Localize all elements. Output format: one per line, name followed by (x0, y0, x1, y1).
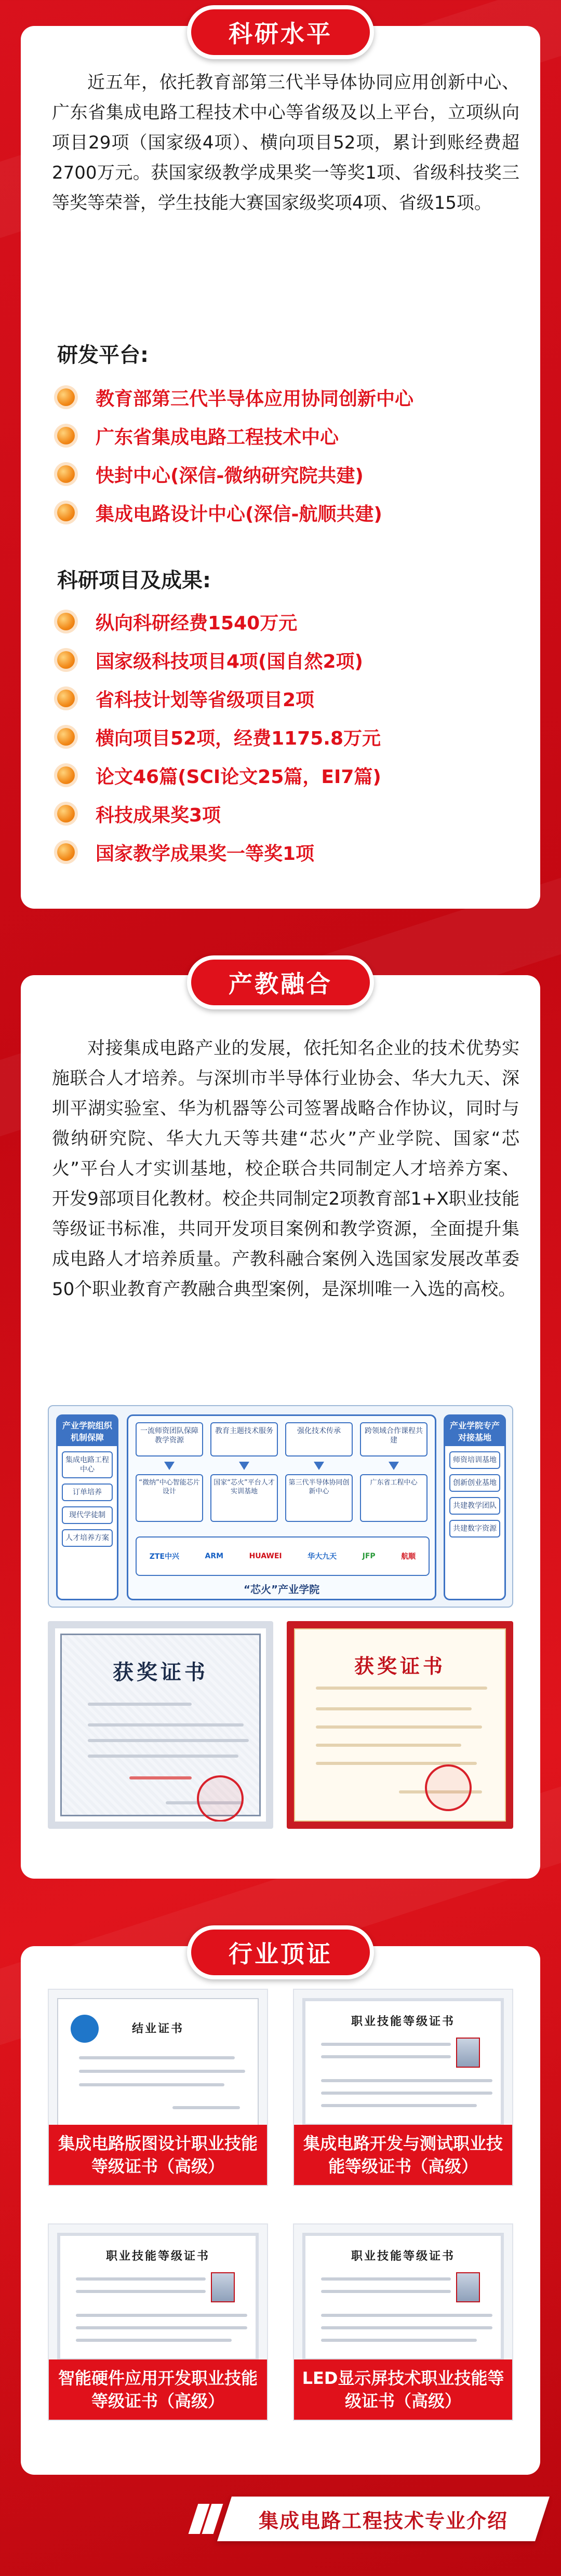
list-item: 横向项目52项，经费1175.8万元 (57, 718, 514, 756)
diagram-right-item: 共建数字资源 (449, 1520, 500, 1537)
portrait-photo (456, 2272, 480, 2302)
bullet-icon (57, 766, 75, 784)
diagram-right-item: 师资培训基地 (449, 1451, 500, 1469)
partner-logo: 华大九天 (308, 1553, 337, 1561)
partner-logos (136, 1536, 430, 1576)
award-certificate-title: 获奖证书 (113, 1660, 208, 1684)
diagram-left-item: 人才培养方案 (62, 1529, 113, 1547)
footer-title: 集成电路工程技术专业介绍 (258, 2509, 508, 2532)
seal-icon (197, 1775, 244, 1822)
industry-college-diagram (48, 1405, 513, 1608)
list-item: 教育部第三代半导体应用协同创新中心 (57, 378, 514, 416)
partner-logo: ARM (205, 1552, 224, 1560)
integration-intro: 对接集成电路产业的发展，依托知名企业的技术优势实施联合人才培养。与深圳市半导体行业协会、华大九天、深圳平湖实验室、华为机器等公司签署战略合作协议，同时与微纳研究院、华大九天等共建“芯火”产业学院、国家“芯火”平台人才实训基地，校企联合共同制定人才培养方案、开发9部项目化教材。校企共同制定2项教育部1+X职业技能等级证书标准，共同开发项目案例和教学资源，全面提升集成电路人才培养质量。产教科融合案例入选国家发展改革委50个职业教育产教融合典型案例，是深圳唯一入选的高校。 (52, 1038, 519, 1300)
list-item: 省科技计划等省级项目2项 (57, 679, 514, 718)
section-title-integration: 产教融合 (187, 955, 374, 1009)
list-item: 国家教学成果奖一等奖1项 (57, 833, 514, 871)
research-intro: 近五年，依托教育部第三代半导体协同应用创新中心、广东省集成电路工程技术中心等省级及以上平台，立项纵向项目29项（国家级4项）、横向项目52项，累计到账经费超2700万元。获国家级教学成果奖一等奖1项、省级科技奖三等奖等荣誉，学生技能大赛国家级奖项4项、省级15项。 (52, 72, 519, 213)
bullet-icon (57, 728, 75, 746)
integration-card (21, 975, 540, 1879)
diagram-top-box: 跨领域合作课程共建 (360, 1422, 428, 1456)
award-certificate-right (287, 1621, 513, 1829)
diagram-mid-box: “微纳”中心智能芯片设计 (136, 1474, 203, 1522)
bullet-icon (57, 427, 75, 444)
partner-logo: 航顺 (401, 1553, 416, 1561)
arrow-down-icon (239, 1462, 249, 1470)
diagram-right-item: 共建教学团队 (449, 1497, 500, 1515)
bullet-icon (57, 843, 75, 861)
certificate-header: 职业技能等级证书 (351, 2250, 455, 2263)
section-title-research: 科研水平 (187, 5, 374, 59)
certificate-label: 智能硬件应用开发职业技能等级证书（高级） (49, 2359, 267, 2420)
diagram-right-title: 产业学院专产对接基地 (445, 1416, 504, 1446)
diagram-top-box: 教育主题技术服务 (210, 1422, 278, 1456)
bullet-icon (57, 690, 75, 707)
award-certificate-title: 获奖证书 (354, 1654, 446, 1678)
list-item: 科技成果奖3项 (57, 794, 514, 833)
certificate-header: 结业证书 (131, 2022, 184, 2035)
list-item: 论文46篇(SCI论文25篇，EI7篇) (57, 756, 514, 794)
arrow-down-icon (314, 1462, 324, 1470)
diagram-left-item: 订单培养 (62, 1483, 113, 1501)
portrait-photo (211, 2272, 235, 2302)
bullet-icon (57, 613, 75, 630)
portrait-photo (456, 2038, 480, 2068)
partner-logo: ZTE中兴 (149, 1553, 180, 1561)
certificate-card (48, 1989, 268, 2186)
diagram-bottom-label: “芯火”产业学院 (243, 1583, 320, 1596)
diagram-right-column (444, 1414, 506, 1600)
bullet-icon (57, 651, 75, 669)
diagram-mid-box: 广东省工程中心 (360, 1474, 428, 1522)
diagram-left-item: 现代学徒制 (62, 1506, 113, 1524)
arrow-down-icon (389, 1462, 399, 1470)
list-item: 快封中心(深信-微纳研究院共建) (57, 455, 514, 493)
section-title-industry: 行业顶证 (187, 1925, 374, 1979)
platforms-list (57, 378, 514, 532)
platforms-heading: 研发平台: (57, 343, 149, 367)
bullet-icon (57, 504, 75, 521)
bullet-icon (57, 388, 75, 406)
diagram-mid-box: 国家“芯火”平台人才实训基地 (210, 1474, 278, 1522)
results-list (57, 602, 514, 871)
arrow-down-icon (164, 1462, 175, 1470)
bullet-icon (57, 805, 75, 822)
diagram-center (127, 1414, 436, 1600)
certificate-card (293, 2223, 513, 2421)
diagram-left-item: 集成电路工程中心 (62, 1451, 113, 1478)
certificate-label: LED显示屏技术职业技能等级证书（高级） (294, 2359, 512, 2420)
certificate-header: 职业技能等级证书 (105, 2250, 210, 2263)
diagram-left-column (56, 1414, 118, 1600)
certificate-card (293, 1989, 513, 2186)
industry-card (21, 1946, 540, 2475)
diagram-top-box: 一流师资团队保障教学资源 (136, 1422, 203, 1456)
certificate-label: 集成电路版图设计职业技能等级证书（高级） (49, 2125, 267, 2185)
diagram-top-box: 强化技术传承 (285, 1422, 353, 1456)
diagram-left-title: 产业学院组织机制保障 (58, 1416, 117, 1446)
list-item: 国家级科技项目4项(国自然2项) (57, 641, 514, 679)
results-heading: 科研项目及成果: (57, 569, 211, 592)
bullet-icon (57, 465, 75, 483)
award-certificate-left (48, 1621, 273, 1829)
partner-logo: JFP (362, 1552, 376, 1560)
partner-logo: HUAWEI (249, 1552, 282, 1560)
list-item: 集成电路设计中心(深信-航顺共建) (57, 493, 514, 532)
diagram-right-item: 创新创业基地 (449, 1474, 500, 1492)
diagram-mid-box: 第三代半导体协同创新中心 (285, 1474, 353, 1522)
certificate-header: 职业技能等级证书 (351, 2015, 455, 2028)
seal-icon (425, 1764, 472, 1811)
certificate-card (48, 2223, 268, 2421)
research-card (21, 26, 540, 909)
certificate-label: 集成电路开发与测试职业技能等级证书（高级） (294, 2125, 512, 2185)
list-item: 纵向科研经费1540万元 (57, 602, 514, 641)
list-item: 广东省集成电路工程技术中心 (57, 416, 514, 455)
